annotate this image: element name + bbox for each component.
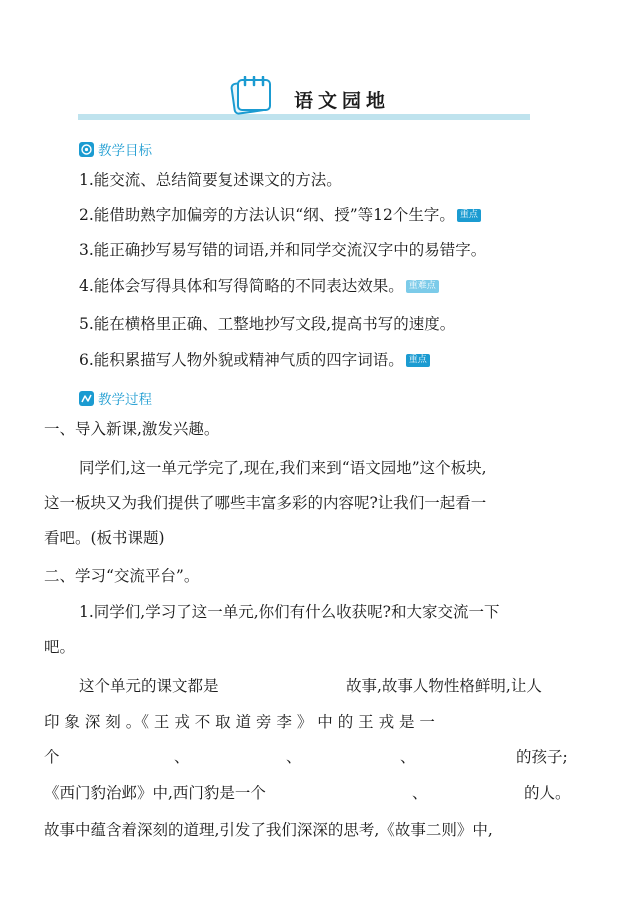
fill-text: 个: [44, 748, 60, 766]
step2-title: 二、学习“交流平台”。: [44, 567, 200, 585]
fill-text: 的人。: [524, 784, 571, 802]
objective-item: [79, 314, 455, 334]
paragraph-line: 这一板块又为我们提供了哪些丰富多彩的内容呢?让我们一起看一: [44, 494, 487, 512]
fill-text: 、: [174, 748, 190, 766]
fill-text: 、: [400, 748, 416, 766]
step1-title: 一、导入新课,激发兴趣。: [44, 420, 220, 438]
fill-text: 《西门豹治邺》中,西门豹是一个: [44, 784, 266, 802]
process-heading: [79, 389, 152, 407]
objective-item: [79, 240, 486, 260]
objective-text: 3.能正确抄写易写错的词语,并和同学交流汉字中的易错字。: [79, 241, 487, 259]
calendar-icon: [230, 76, 274, 116]
objective-text: 5.能在横格里正确、工整地抄写文段,提高书写的速度。: [79, 315, 456, 333]
paragraph-line: 吧。: [44, 638, 76, 656]
key-point-badge: 重点: [457, 209, 481, 222]
paragraph-line: 故事中蕴含着深刻的道理,引发了我们深深的思考,《故事二则》中,: [44, 821, 493, 839]
target-icon: [79, 142, 94, 157]
wave-icon: [79, 391, 94, 406]
paragraph-line: 印 象 深 刻 。《 王 戎 不 取 道 旁 李 》 中 的 王 戎 是 一: [44, 713, 435, 731]
key-difficult-badge: 重难点: [406, 280, 439, 293]
section-header: [78, 76, 530, 124]
fill-text: 、: [412, 784, 428, 802]
objectives-heading-label: 教学目标: [98, 143, 152, 159]
objective-item: [79, 170, 342, 190]
process-heading-label: 教学过程: [98, 392, 152, 408]
fill-text: 的孩子;: [516, 748, 568, 766]
key-point-badge: 重点: [406, 354, 430, 367]
objective-text: 1.能交流、总结简要复述课文的方法。: [79, 171, 342, 189]
objective-text: 2.能借助熟字加偏旁的方法认识“纲、授”等12个生字。: [79, 206, 455, 224]
objective-text: 6.能积累描写人物外貌或精神气质的四字词语。: [79, 351, 404, 369]
paragraph-line: 1.同学们,学习了这一单元,你们有什么收获呢?和大家交流一下: [79, 603, 500, 621]
paragraph-line: 同学们,这一单元学完了,现在,我们来到“语文园地”这个板块,: [79, 459, 487, 477]
fill-text: 这个单元的课文都是: [79, 677, 219, 695]
objectives-heading: [79, 140, 152, 158]
objective-item: [79, 350, 430, 370]
page-title: 语文园地: [294, 90, 391, 112]
header-underline: [78, 114, 530, 120]
paragraph-line: 看吧。(板书课题): [44, 529, 165, 547]
objective-item: [79, 276, 439, 296]
fill-text: 故事,故事人物性格鲜明,让人: [346, 677, 542, 695]
fill-text: 、: [286, 748, 302, 766]
objective-text: 4.能体会写得具体和写得简略的不同表达效果。: [79, 277, 404, 295]
objective-item: [79, 205, 481, 225]
